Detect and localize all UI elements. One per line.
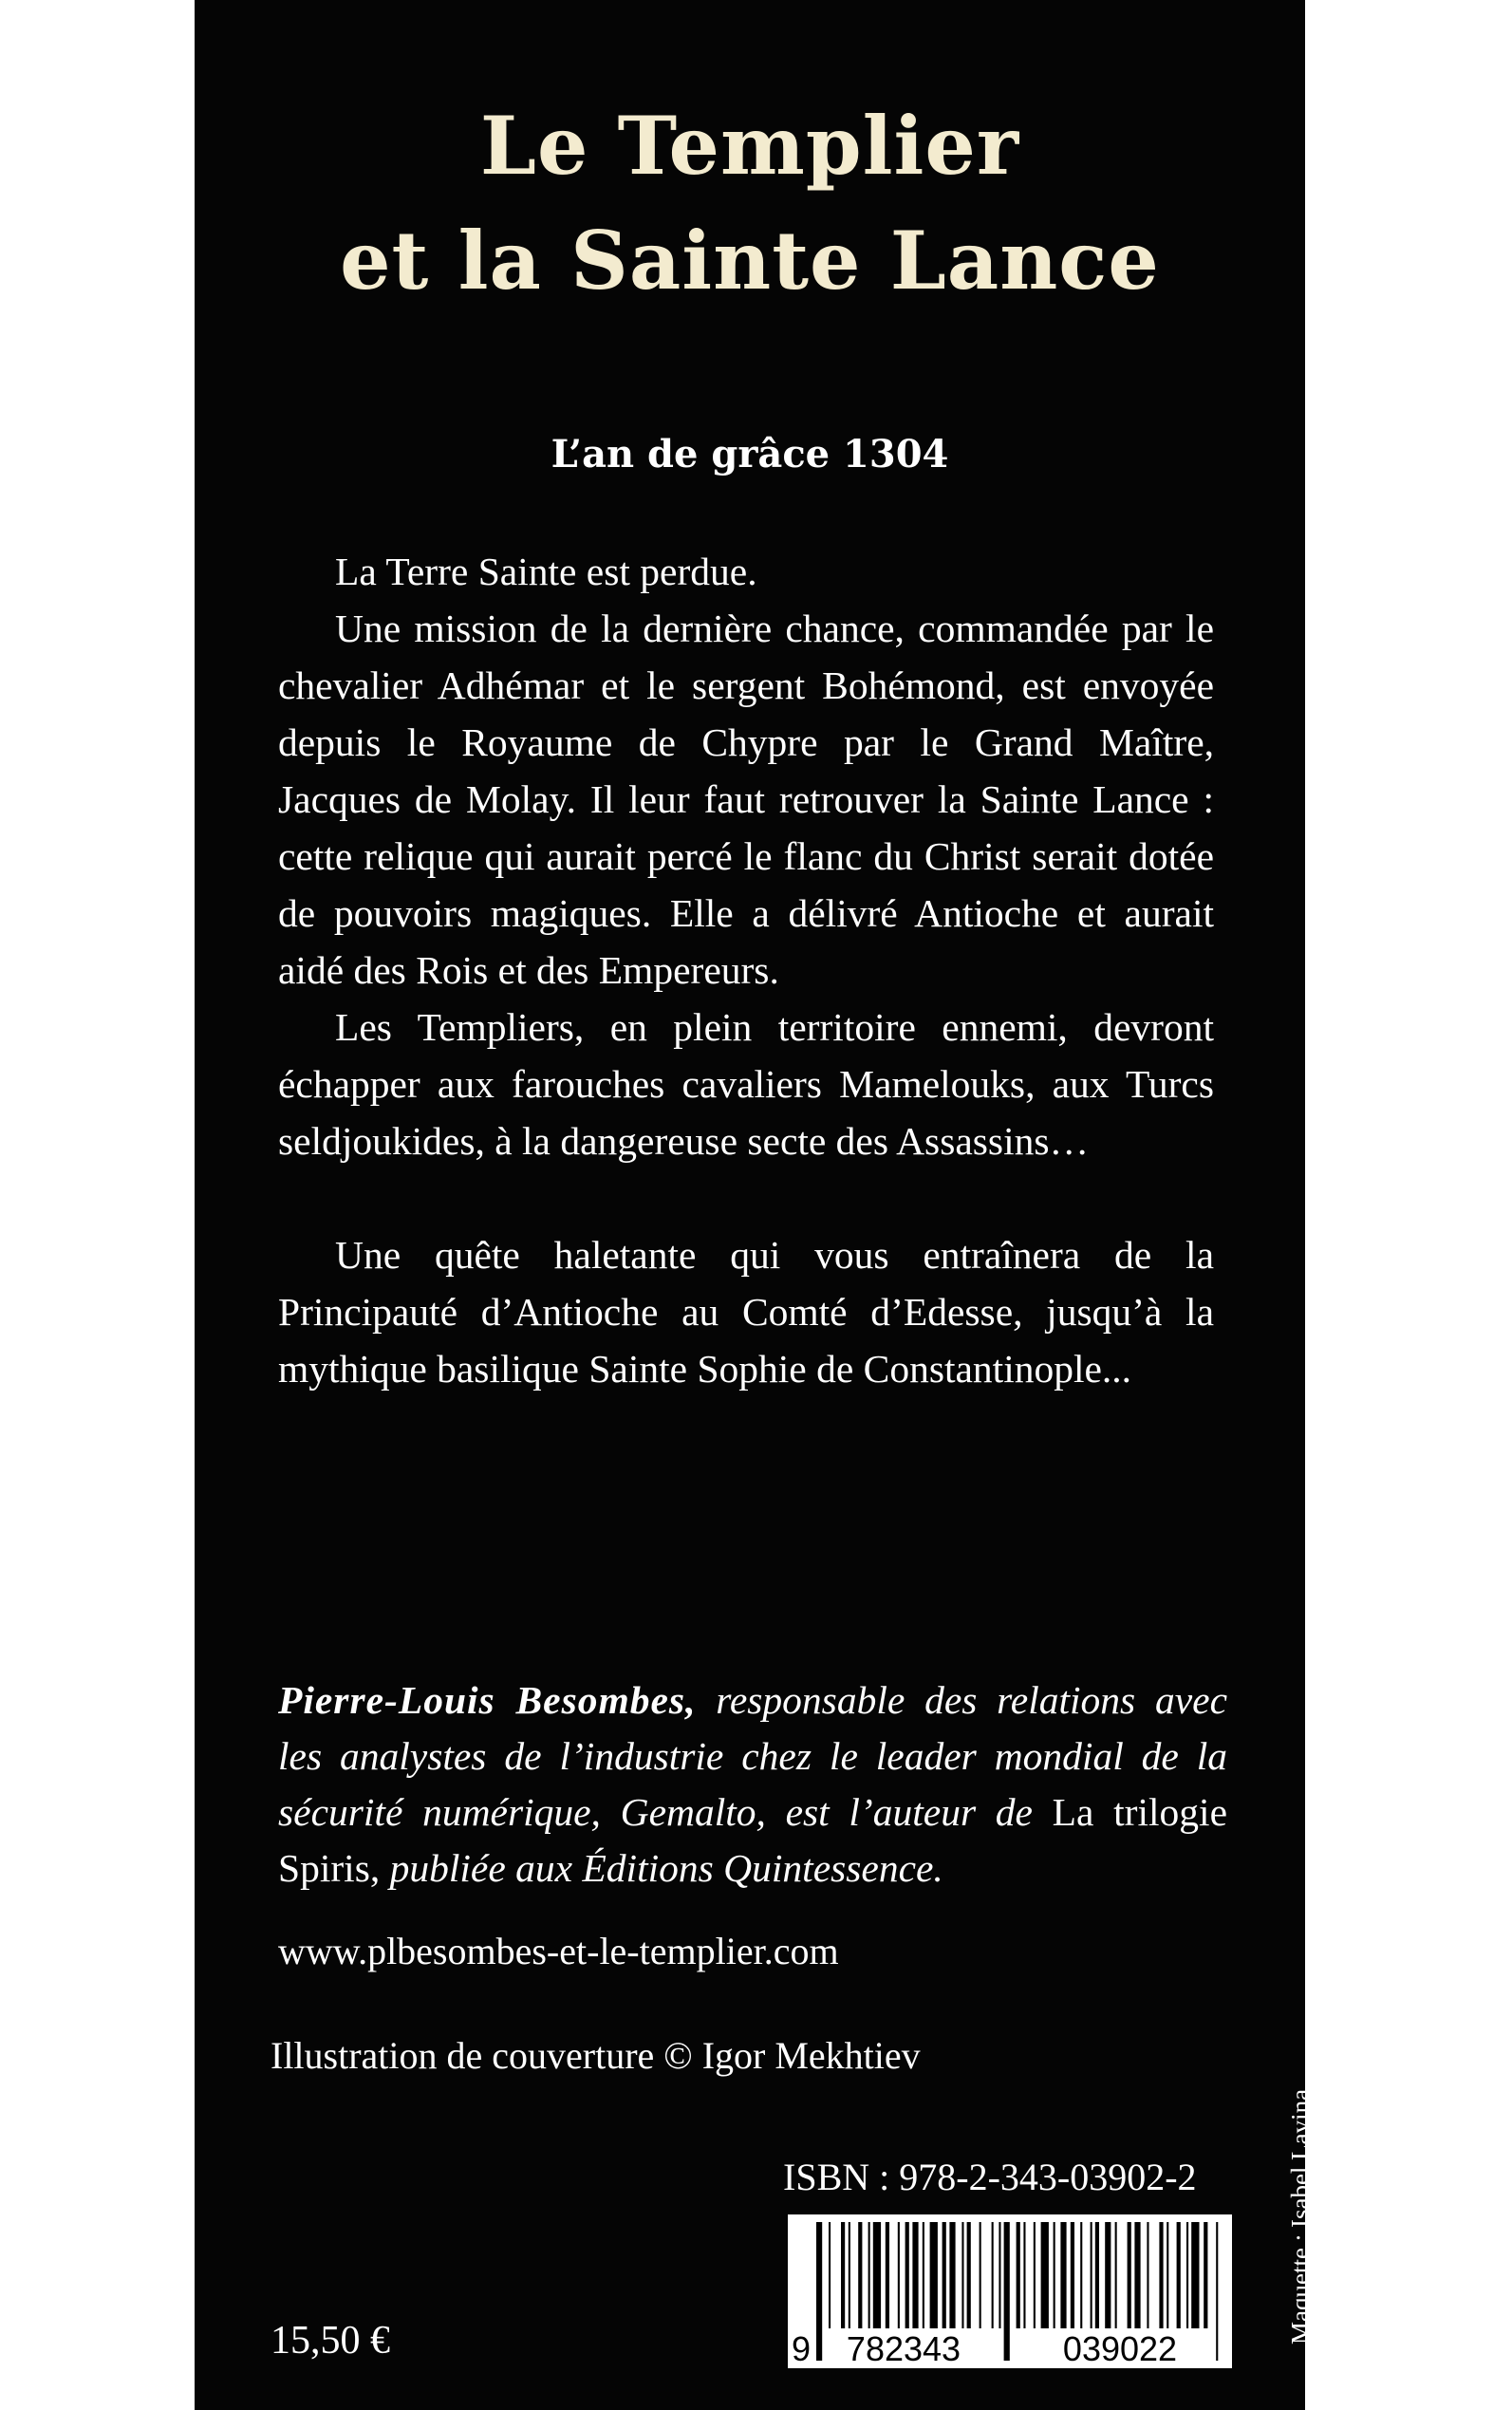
barcode-bar xyxy=(898,2222,900,2328)
barcode-bar xyxy=(868,2222,870,2328)
barcode-bar xyxy=(992,2222,994,2328)
book-title-line-2: et la Sainte Lance xyxy=(340,214,1160,308)
barcode-bar xyxy=(943,2222,946,2328)
author-name: Pierre-Louis Besombes, xyxy=(278,1678,697,1722)
barcode-bar xyxy=(886,2222,889,2328)
barcode xyxy=(788,2214,1232,2368)
synopsis-paragraph-3: Les Templiers, en plein territoire ennemi, devront échapper aux farouches cavaliers Mamelouks, aux Turcs seldjoukides, à la dangereuse secte des Assassins… xyxy=(278,1005,1214,1163)
barcode-group-1: 782343 xyxy=(846,2329,961,2368)
barcode-bar xyxy=(1134,2222,1140,2328)
bio-book-title: La trilogie Spiris, xyxy=(278,1790,1227,1890)
barcode-bar xyxy=(1128,2222,1131,2328)
barcode-group-2: 039022 xyxy=(1062,2329,1178,2368)
barcode-bar xyxy=(905,2222,909,2328)
barcode-bar xyxy=(1041,2222,1049,2328)
barcode-bar xyxy=(1105,2222,1111,2328)
barcode-bar xyxy=(1191,2222,1199,2328)
synopsis-paragraph-4: Une quête haletante qui vous entraînera de la Principauté d’Antioche au Comté d’Edesse, jusqu’à la mythique basilique Sainte Sophie de Constantinople... xyxy=(278,1233,1214,1391)
barcode-graphic xyxy=(788,2214,1232,2368)
barcode-bar xyxy=(849,2222,850,2328)
barcode-digit-first: 9 xyxy=(792,2329,812,2368)
barcode-bar xyxy=(923,2222,924,2328)
barcode-bar xyxy=(1095,2222,1099,2328)
barcode-bar xyxy=(1034,2222,1036,2328)
bio-text-1: responsable des relations avec les analystes de l’industrie chez le leader mondial de la sécurité numérique, Gemalto, est l’auteur de xyxy=(278,1678,1227,1834)
barcode-bar xyxy=(930,2222,938,2328)
barcode-bar xyxy=(1177,2222,1181,2328)
barcode-bar xyxy=(829,2222,831,2328)
synopsis-paragraph-1: La Terre Sainte est perdue. xyxy=(335,550,757,593)
design-credit: Maquette : Isabel Lavina xyxy=(1286,2088,1315,2345)
barcode-bar xyxy=(858,2222,862,2328)
barcode-bar xyxy=(1147,2222,1148,2328)
barcode-bar xyxy=(999,2222,1000,2328)
isbn: ISBN : 978-2-343-03902-2 xyxy=(783,2156,1197,2198)
book-title-line-1: Le Templier xyxy=(479,99,1020,193)
back-cover xyxy=(195,0,1315,2410)
barcode-bar xyxy=(1054,2222,1055,2328)
barcode-bar xyxy=(961,2222,963,2328)
illustration-credit: Illustration de couverture © Igor Mekhtiev xyxy=(271,2034,921,2077)
barcode-bar xyxy=(873,2222,881,2328)
synopsis xyxy=(278,543,1214,1397)
barcode-bar xyxy=(1186,2222,1188,2328)
barcode-bar xyxy=(1017,2222,1020,2328)
author-bio xyxy=(278,1672,1227,1896)
barcode-bar xyxy=(949,2222,955,2328)
barcode-bar xyxy=(1071,2222,1074,2328)
barcode-bar xyxy=(816,2222,822,2361)
price: 15,50 € xyxy=(271,2319,390,2363)
barcode-bar xyxy=(967,2222,971,2328)
barcode-bar xyxy=(1080,2222,1082,2328)
barcode-bar xyxy=(1204,2222,1207,2328)
subtitle: L’an de grâce 1304 xyxy=(551,432,949,476)
barcode-bar xyxy=(980,2222,981,2328)
bio-text-2: publiée aux Éditions Quintessence. xyxy=(380,1846,943,1890)
barcode-bar xyxy=(912,2222,918,2328)
barcode-bar xyxy=(1115,2222,1117,2328)
barcode-bar xyxy=(1023,2222,1025,2328)
barcode-bar xyxy=(1159,2222,1163,2328)
barcode-bar xyxy=(1060,2222,1066,2328)
synopsis-paragraph-2: Une mission de la dernière chance, commandée par le chevalier Adhémar et le sergent Bohémond, est envoyée depuis le Royaume de Chypre par le Grand Maître, Jacques de Molay. Il leur faut retrouver la Sainte Lance : cette relique qui aurait percé le flanc du Christ serait dotée de pouvoirs magiques. Elle a délivré Antioche et aurait aidé des Rois et des Empereurs. xyxy=(278,607,1214,992)
barcode-bar xyxy=(1091,2222,1092,2328)
website-url: www.plbesombes-et-le-templier.com xyxy=(278,1930,839,1972)
barcode-bar xyxy=(1004,2222,1010,2361)
barcode-bar xyxy=(1216,2222,1218,2361)
barcode-bar xyxy=(1167,2222,1168,2328)
barcode-bar xyxy=(841,2222,845,2328)
